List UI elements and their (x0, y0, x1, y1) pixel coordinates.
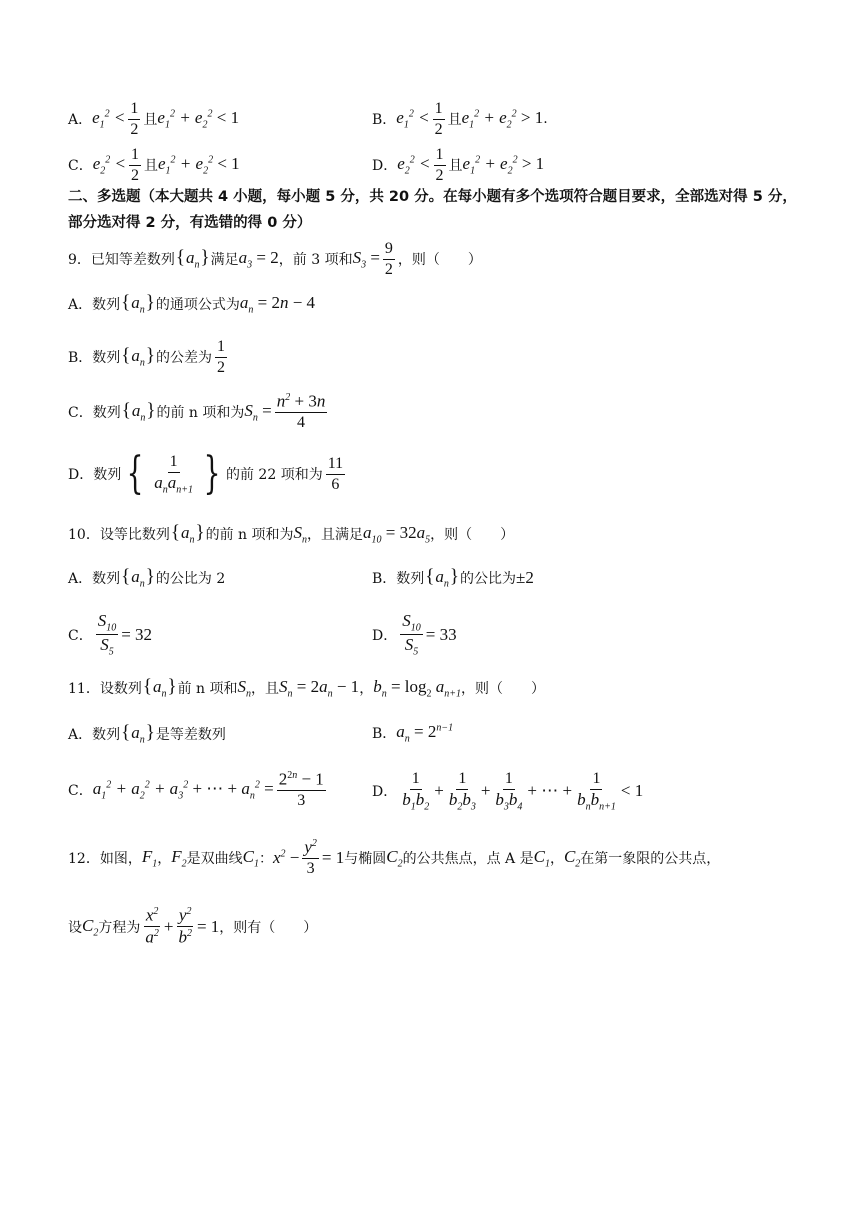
q8-option-a: A． $e_1^2$ < $\frac{1}{2}$ 且 $e_1^2 + e_2^2 < 1$ (68, 100, 240, 138)
q11-option-d: D． $\frac{1}{b_1b_2}$ + $\frac{1}{b_2b_3}$ + $\frac{1}{b_3b_4}$ + ⋯ + $\frac{1}{b_nb_{n+1}}$ < 1 (372, 770, 644, 812)
q8-option-b: B． $e_1^2$ < $\frac{1}{2}$ 且 $e_1^2 + e_2^2 > 1$ . (372, 100, 548, 138)
q9-option-b: B．数列 $\{a_n\}$ 的公差为 $\frac{1}{2}$ (68, 338, 226, 376)
q8-option-c: C． $e_2^2$ < $\frac{1}{2}$ 且 $e_1^2 + e_2^2 < 1$ (68, 146, 240, 184)
q9-option-a: A．数列 $\{a_n\}$ 的通项公式为 $a_n = 2n - 4$ (68, 292, 316, 316)
q9-option-d: D．数列 { $\frac{1}{a_na_{n+1}}$ } 的前 22 项和为 $\frac{11}{6}$ (68, 448, 344, 499)
q10-option-d: D． $\frac{S_{10}}{S_5}$ = 33 (372, 611, 457, 658)
q9-option-c: C．数列 $\{a_n\}$ 的前 n 项和为 $S_n$ = $\frac{n^2 + 3n}{4}$ (68, 391, 326, 432)
question-10: 10．设等比数列 $\{a_n\}$ 的前 n 项和为 $S_n$ ，且满足 $a_{10} = 32a_5$ ，则（ ） (68, 522, 515, 546)
section-heading: 二、多选题（本大题共 4 小题，每小题 5 分，共 20 分。在每小题有多个选项符合题目要求，全部选对得 5 分，部分选对得 2 分，有选错的得 0 分） (68, 189, 797, 231)
q10-option-c: C． $\frac{S_{10}}{S_5}$ = 32 (68, 611, 153, 658)
question-9: 9．已知等差数列 $\{a_n\}$ 满足 $a_3 = 2$ ，前 3 项和 $S_3$ = $\frac{9}{2}$ ，则（ ） (68, 240, 482, 278)
q11-option-b: B． $a_n = 2^{n-1}$ (372, 722, 454, 745)
q10-option-a: A．数列 $\{a_n\}$ 的公比为 2 (68, 566, 226, 590)
question-11: 11．设数列 $\{a_n\}$ 前 n 项和 $S_n$ ，且 $S_n = 2a_n - 1$ ， $b_n = \log_2 a_{n+1}$ ，则（ ） (68, 676, 545, 700)
q11-option-c: C． $a_1^2 + a_2^2 + a_3^2$ + ⋯ + $a_n^2$ = $\frac{2^{2n} - 1}{3}$ (68, 769, 324, 810)
math-expr: $e_1^2$ < (92, 107, 126, 131)
question-12: 12．如图， $F_1$ ， $F_2$ 是双曲线 $C_1$ ： $x^2$ − $\frac{y^2}{3}$ = 1 与椭圆 $C_2$ 的公共焦点，点 A 是 $C_1$ ， $C_2$ 在第一象限的公共点， (68, 837, 721, 878)
question-12-line2: 设 $C_2$ 方程为 $\frac{x^2}{a^2}$ + $\frac{y^2}{b^2}$ = 1 ，则有（ ） (68, 905, 318, 947)
q8-option-d: D． $e_2^2$ < $\frac{1}{2}$ 且 $e_1^2 + e_2^2 > 1$ (372, 146, 545, 184)
q11-option-a: A．数列 $\{a_n\}$ 是等差数列 (68, 722, 226, 746)
q10-option-b: B．数列 $\{a_n\}$ 的公比为 ±2 (372, 566, 534, 590)
